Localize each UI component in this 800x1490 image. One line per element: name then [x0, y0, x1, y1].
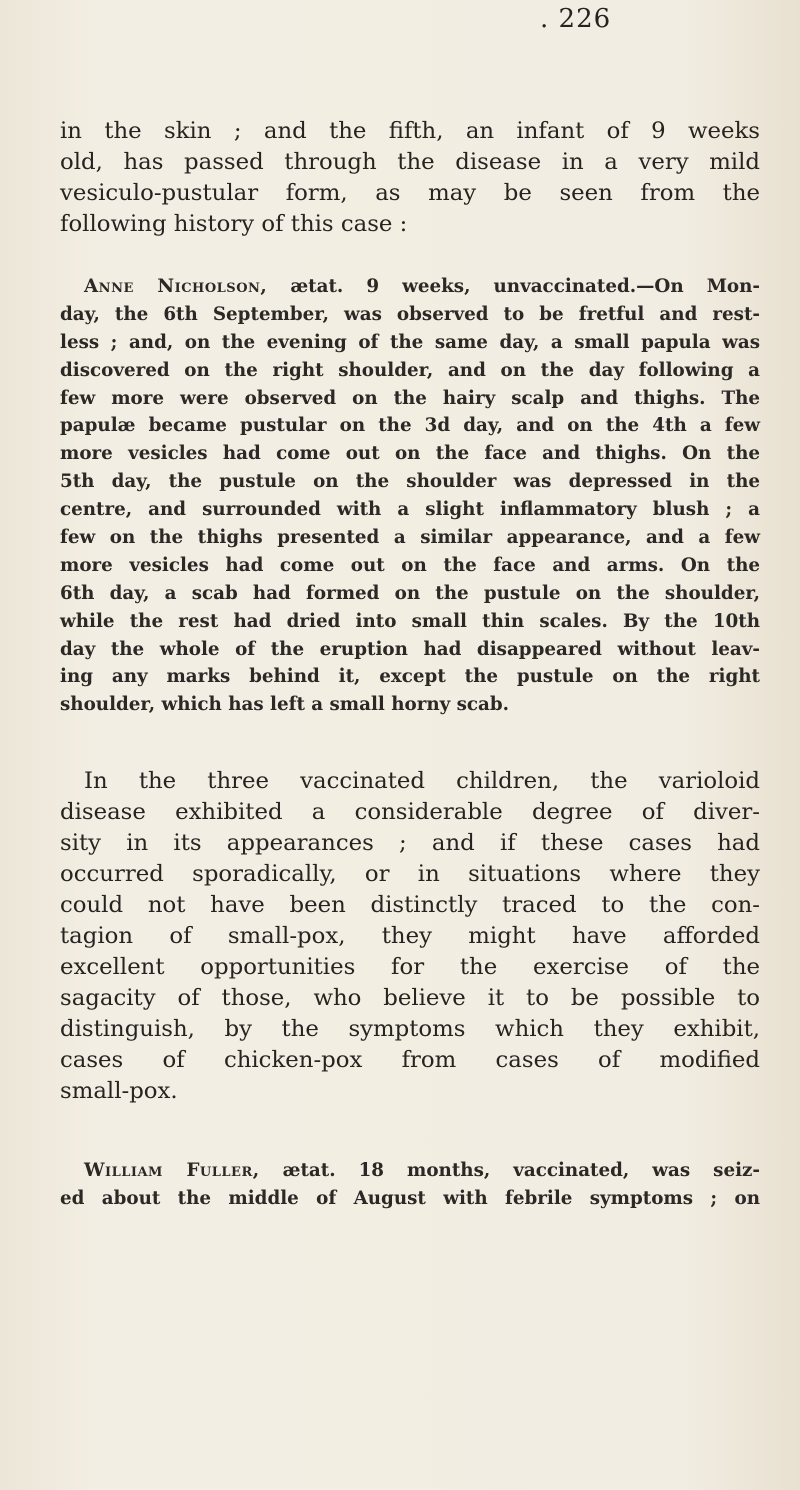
text-line-rest: ætat. 18 months, vaccinated, was seiz-: [259, 1160, 760, 1181]
patient-name: Anne Nicholson,: [84, 276, 268, 297]
text-line: more vesicles had come out on the face and thighs. On the: [60, 443, 760, 465]
text-line: vesiculo-pustular form, as may be seen from the: [60, 180, 760, 206]
text-line: few on the thighs presented a similar appearance, and a few: [60, 527, 760, 549]
case-anne-nicholson: [60, 273, 760, 719]
text-line: in the skin ; and the fifth, an infant of 9 weeks: [60, 118, 760, 144]
text-line: centre, and surrounded with a slight inflammatory blush ; a: [60, 499, 760, 521]
text-line: distinguish, by the symptoms which they exhibit,: [60, 1016, 760, 1042]
text-line: cases of chicken-pox from cases of modified: [60, 1047, 760, 1073]
text-line: papulæ became pustular on the 3d day, and on the 4th a few: [60, 415, 760, 437]
patient-name: William Fuller,: [84, 1160, 260, 1181]
text-line: ing any marks behind it, except the pustule on the right: [60, 666, 760, 688]
discussion-paragraph: [60, 766, 760, 1107]
text-line: sagacity of those, who believe it to be possible to: [60, 985, 760, 1011]
case-william-fuller: [60, 1157, 760, 1213]
text-line: disease exhibited a considerable degree of diver-: [60, 799, 760, 825]
text-line-rest: ætat. 9 weeks, unvaccinated.—On Mon-: [267, 276, 760, 297]
text-line: 6th day, a scab had formed on the pustule on the shoulder,: [60, 582, 760, 604]
text-line: less ; and, on the evening of the same day, a small papula was: [60, 331, 760, 353]
text-line: tagion of small-pox, they might have afforded: [60, 923, 760, 949]
text-line: [60, 1157, 760, 1185]
text-line: few more were observed on the hairy scalp and thighs. The: [60, 387, 760, 409]
text-line: day, the 6th September, was observed to be fretful and rest-: [60, 303, 760, 325]
text-line: more vesicles had come out on the face and arms. On the: [60, 554, 760, 576]
text-line: could not have been distinctly traced to the con-: [60, 892, 760, 918]
text-line: while the rest had dried into small thin scales. By the 10th: [60, 610, 760, 632]
text-line: shoulder, which has left a small horny scab.: [60, 694, 510, 716]
text-line: excellent opportunities for the exercise of the: [60, 954, 760, 980]
text-line: following history of this case :: [60, 211, 408, 237]
text-line: In the three vaccinated children, the varioloid: [84, 768, 760, 794]
intro-paragraph: [60, 116, 760, 240]
text-line: sity in its appearances ; and if these cases had: [60, 830, 760, 856]
text-line: small-pox.: [60, 1078, 178, 1104]
text-line: day the whole of the eruption had disappeared without leav-: [60, 638, 760, 660]
page-number: . 226: [540, 4, 612, 34]
text-line: 5th day, the pustule on the shoulder was depressed in the: [60, 471, 760, 493]
text-line: old, has passed through the disease in a very mild: [60, 149, 760, 175]
text-line: ed about the middle of August with febrile symptoms ; on: [60, 1187, 760, 1209]
text-line: [60, 273, 760, 301]
text-line: occurred sporadically, or in situations where they: [60, 861, 760, 887]
text-line: discovered on the right shoulder, and on the day following a: [60, 359, 760, 381]
